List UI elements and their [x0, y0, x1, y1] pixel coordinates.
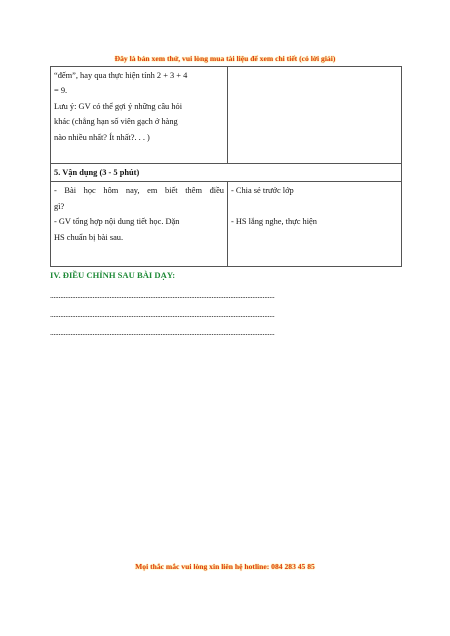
text-line: nào nhiều nhất? Ít nhất?. . . ): [54, 132, 150, 142]
student-activity-cell: [228, 182, 402, 267]
text-line: “đếm”, hay qua thực hiện tính 2 + 3 + 4: [54, 71, 188, 80]
text-line: gì?: [54, 201, 65, 211]
section-heading: 5. Vận dụng (3 - 5 phút): [51, 164, 402, 182]
table-row: [51, 164, 402, 182]
text-line: HS chuẩn bị bài sau.: [54, 232, 124, 242]
text-line: = 9.: [54, 86, 68, 96]
section-iv-title: IV. ĐIỀU CHỈNH SAU BÀI DẠY:: [50, 270, 176, 280]
text-line: khác (chẳng hạn số viên gạch ở hàng: [54, 117, 178, 127]
text-line: Lưu ý: GV có thể gợi ý những câu hỏi: [54, 101, 183, 111]
lesson-table: [50, 66, 402, 267]
text-line: - Chia sẻ trước lớp: [231, 186, 294, 196]
dotted-line: ....................................................................................................................................: [50, 328, 275, 337]
teacher-activity-cell: [51, 182, 228, 267]
text-line: - Bài học hôm nay, em biết thêm điều: [54, 186, 224, 196]
dotted-line: ....................................................................................................................................: [50, 310, 275, 319]
table-row: [51, 182, 402, 267]
text-line: - GV tổng hợp nội dung tiết học. Dặn: [54, 217, 180, 227]
dotted-line: ....................................................................................................................................: [50, 291, 275, 300]
table-row: [51, 67, 402, 164]
text-line: - HS lắng nghe, thực hiện: [231, 217, 317, 227]
teacher-activity-cell: [51, 67, 228, 164]
student-activity-cell: [228, 67, 402, 164]
preview-banner: Đây là bản xem thử, vui lòng mua tài liệu để xem chi tiết (có lời giải): [114, 54, 336, 63]
hotline-footer: Mọi thắc mắc vui lòng xin liên hệ hotline: 084 283 45 85: [135, 562, 315, 571]
